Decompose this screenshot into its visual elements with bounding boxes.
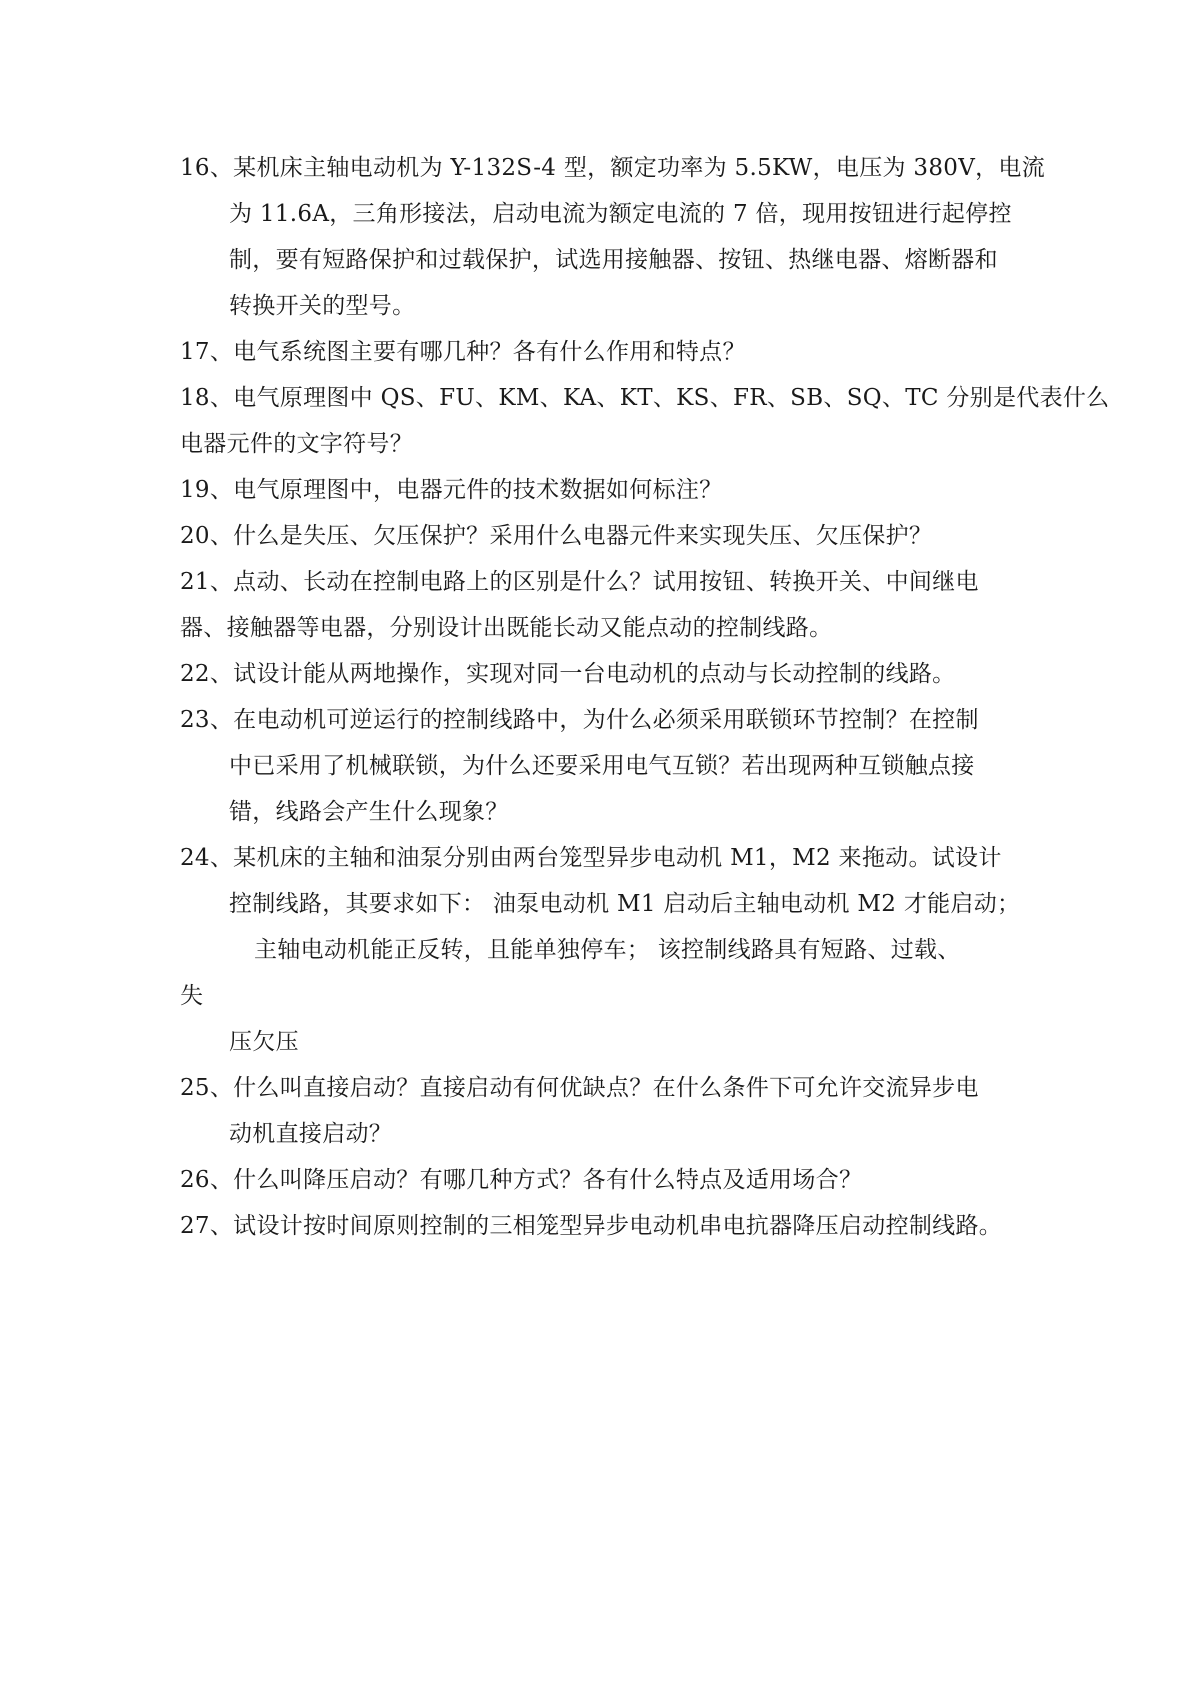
question-24-line-3: 主轴电动机能正反转，且能单独停车； 该控制线路具有短路、过载、 [254, 937, 961, 963]
question-22: 22、试设计能从两地操作，实现对同一台电动机的点动与长动控制的线路。 [180, 661, 956, 687]
question-23-line-3: 错，线路会产生什么现象？ [229, 799, 509, 825]
question-27: 27、试设计按时间原则控制的三相笼型异步电动机串电抗器降压启动控制线路。 [180, 1213, 1003, 1239]
question-23-line-1: 23、在电动机可逆运行的控制线路中，为什么必须采用联锁环节控制？在控制 [180, 707, 979, 733]
question-20: 20、什么是失压、欠压保护？采用什么电器元件来实现失压、欠压保护？ [180, 523, 933, 549]
question-16-line-3: 制，要有短路保护和过载保护，试选用接触器、按钮、热继电器、熔断器和 [229, 247, 998, 273]
question-16-line-4: 转换开关的型号。 [229, 293, 416, 319]
question-18-line-1: 18、电气原理图中 QS、FU、KM、KA、KT、KS、FR、SB、SQ、TC 分别是代表什么 [180, 385, 1110, 411]
question-19: 19、电气原理图中，电器元件的技术数据如何标注？ [180, 477, 723, 503]
question-24-line-2: 控制线路，其要求如下： 油泵电动机 M1 启动后主轴电动机 M2 才能启动； [229, 891, 1021, 917]
question-24-line-1: 24、某机床的主轴和油泵分别由两台笼型异步电动机 M1，M2 来拖动。试设计 [180, 845, 1002, 871]
question-21-line-1: 21、点动、长动在控制电路上的区别是什么？试用按钮、转换开关、中间继电 [180, 569, 979, 595]
question-16-line-2: 为 11.6A，三角形接法，启动电流为额定电流的 7 倍，现用按钮进行起停控 [229, 201, 1012, 227]
question-21-line-2: 器、接触器等电器，分别设计出既能长动又能点动的控制线路。 [180, 615, 833, 641]
question-23-line-2: 中已采用了机械联锁，为什么还要采用电气互锁？若出现两种互锁触点接 [229, 753, 975, 779]
question-16-line-1: 16、某机床主轴电动机为 Y-132S-4 型，额定功率为 5.5KW，电压为 380V，电流 [180, 155, 1046, 181]
question-26: 26、什么叫降压启动？有哪几种方式？各有什么特点及适用场合？ [180, 1167, 863, 1193]
question-24-line-5: 压欠压 [229, 1029, 299, 1055]
question-24-line-4: 失 [180, 983, 204, 1009]
question-25-line-2: 动机直接启动？ [229, 1121, 393, 1147]
question-25-line-1: 25、什么叫直接启动？直接启动有何优缺点？在什么条件下可允许交流异步电 [180, 1075, 979, 1101]
question-17: 17、电气系统图主要有哪几种？各有什么作用和特点？ [180, 339, 746, 365]
question-18-line-2: 电器元件的文字符号？ [180, 431, 413, 457]
